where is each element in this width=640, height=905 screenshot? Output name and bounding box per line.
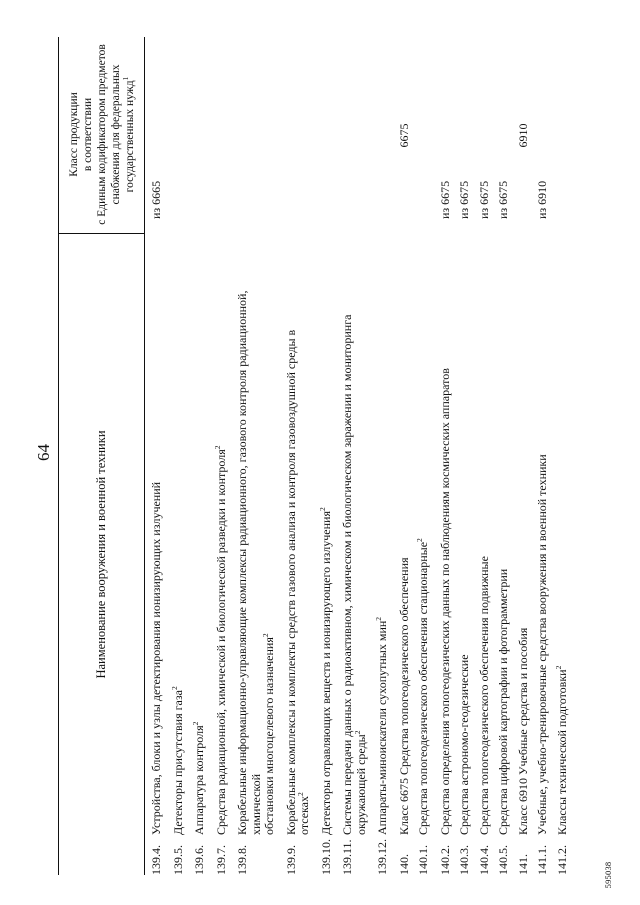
row-name-line: обстановки многоцелевого назначения$^2$ bbox=[261, 633, 276, 835]
row-name-line: Средства топогеодезического обеспечения стационарные$^2$ bbox=[415, 538, 430, 835]
row-class: из 6675 bbox=[457, 180, 471, 219]
table-row bbox=[212, 37, 229, 875]
footnote-mark: 2 bbox=[317, 507, 327, 511]
row-name-line: Класс 6675 Средства топогеодезического обеспечения bbox=[396, 557, 411, 835]
table-row bbox=[150, 37, 164, 875]
row-number: 140.4. bbox=[476, 845, 491, 875]
footnote-mark: 2 bbox=[261, 633, 270, 638]
row-name-line: Средства цифровой картографии и фотограмметрии bbox=[496, 568, 510, 835]
row-class: 6675 bbox=[396, 123, 411, 148]
row-class: из 6910 bbox=[535, 180, 549, 219]
row-name-line: Средства топогеодезического обеспечения подвижные bbox=[476, 556, 491, 835]
row-name-line: отсеках$^2$ bbox=[296, 792, 311, 835]
footnote-mark: 2 bbox=[553, 665, 563, 670]
row-number: 141.2. bbox=[554, 845, 569, 875]
row-number: 139.7. bbox=[213, 845, 228, 875]
table-body bbox=[150, 37, 575, 875]
row-name bbox=[439, 235, 453, 839]
row-name bbox=[285, 235, 312, 839]
footnote-mark: 2 bbox=[374, 616, 383, 621]
row-name bbox=[317, 235, 334, 839]
table-header-rule bbox=[144, 37, 145, 875]
header-class-line: в соответствии bbox=[82, 97, 94, 172]
table-row bbox=[439, 37, 453, 875]
header-class-line: государственных нужд$^1$ bbox=[121, 76, 136, 193]
row-number: 139.10. bbox=[318, 839, 333, 875]
row-number: 139.12. bbox=[375, 839, 389, 875]
row-name bbox=[193, 235, 207, 839]
row-name-line: окружающей среды$^2$ bbox=[352, 730, 368, 835]
table-row bbox=[497, 37, 511, 875]
table-row bbox=[398, 37, 412, 875]
page-number: 64 bbox=[34, 444, 53, 461]
table-row bbox=[517, 37, 531, 875]
table-row bbox=[376, 37, 390, 875]
row-name bbox=[236, 235, 277, 839]
row-class: из 6665 bbox=[149, 180, 163, 219]
row-number: 140.5. bbox=[496, 845, 510, 875]
footnote-mark: 2 bbox=[352, 730, 362, 735]
table-row bbox=[193, 37, 207, 875]
header-class-label bbox=[67, 44, 137, 225]
row-name-line: Средства определения топогеодезических данных по наблюдениям космических аппаратов bbox=[437, 368, 452, 835]
header-name-column bbox=[58, 234, 144, 875]
header-class-line: Класс продукции bbox=[68, 92, 80, 177]
row-number: 139.5. bbox=[170, 845, 185, 875]
row-number: 140.3. bbox=[457, 845, 471, 875]
row-number: 139.6. bbox=[192, 845, 206, 875]
row-number: 140.1. bbox=[416, 845, 430, 875]
row-name-line: Средства астрономо-геодезические bbox=[457, 654, 471, 835]
row-name-line: Средства радиационной, химической и биологической разведки и контроля$^2$ bbox=[212, 445, 228, 835]
row-name bbox=[553, 235, 570, 839]
table-row bbox=[341, 37, 368, 875]
header-class-column bbox=[60, 37, 144, 232]
table-row bbox=[458, 37, 472, 875]
table-row bbox=[236, 37, 277, 875]
row-name bbox=[150, 235, 164, 839]
row-class: из 6675 bbox=[476, 180, 491, 219]
row-name bbox=[536, 235, 550, 839]
row-name bbox=[497, 235, 511, 839]
row-name-line: Детекторы отравляющих веществ и ионизирующего излучения$^2$ bbox=[317, 507, 333, 835]
header-class-line: с Единым кодификатором предметов bbox=[96, 44, 108, 225]
row-name-line: Классы технической подготовки$^2$ bbox=[553, 665, 569, 835]
header-footnote-mark: 1 bbox=[121, 76, 131, 81]
row-number: 140. bbox=[396, 854, 411, 875]
row-name bbox=[517, 235, 531, 839]
row-name bbox=[458, 235, 472, 839]
footnote-mark: 2 bbox=[169, 686, 179, 691]
footnote-mark: 2 bbox=[191, 721, 200, 726]
row-name-line: Детекторы присутствия газа$^2$ bbox=[169, 686, 185, 835]
row-name bbox=[169, 235, 186, 839]
row-name-line: Класс 6910 Учебные средства и пособия bbox=[515, 627, 530, 835]
row-class: из 6675 bbox=[437, 180, 452, 219]
table-row bbox=[553, 37, 570, 875]
header-class-line: снабжения для федеральных bbox=[110, 64, 122, 205]
row-number: 140.2. bbox=[437, 845, 452, 875]
row-name bbox=[398, 235, 412, 839]
table-row bbox=[478, 37, 492, 875]
row-name bbox=[376, 235, 390, 839]
row-name bbox=[212, 235, 229, 839]
table-row bbox=[285, 37, 312, 875]
row-name-line: Устройства, блоки и узлы детектирования ионизирующих излучений bbox=[149, 481, 163, 835]
row-name-line: Корабельные информационно-управляющие комплексы радиационного, газового контроля радиационной, химической bbox=[235, 290, 263, 835]
row-number: 141. bbox=[515, 854, 530, 875]
table-row bbox=[536, 37, 550, 875]
row-number: 139.9. bbox=[283, 845, 298, 875]
equipment-table bbox=[58, 37, 578, 875]
row-name-line: Корабельные комплексы и комплекты средств газового анализа и контроля газовоздушной среды в bbox=[283, 329, 298, 835]
table-row bbox=[317, 37, 334, 875]
document-code: 595038 bbox=[603, 861, 613, 889]
row-number: 141.1. bbox=[535, 845, 549, 875]
table-row bbox=[169, 37, 186, 875]
row-name bbox=[478, 235, 492, 839]
row-name-line: Аппаратура контроля$^2$ bbox=[191, 721, 206, 835]
row-name bbox=[341, 235, 368, 839]
row-number: 139.4. bbox=[149, 845, 163, 875]
row-name-line: Аппараты-миноискатели сухопутных мин$^2$ bbox=[374, 616, 389, 835]
row-class: из 6675 bbox=[496, 180, 510, 219]
header-name-label: Наименование вооружения и военной техники bbox=[93, 430, 108, 679]
row-number: 139.11. bbox=[340, 839, 354, 875]
footnote-mark: 2 bbox=[415, 538, 424, 542]
footnote-mark: 2 bbox=[296, 792, 305, 796]
row-number: 139.8. bbox=[235, 845, 249, 875]
footnote-mark: 2 bbox=[212, 445, 222, 450]
table-row bbox=[417, 37, 431, 875]
row-class: 6910 bbox=[515, 123, 530, 148]
row-name-line: Учебные, учебно-тренировочные средства вооружения и военной техники bbox=[535, 454, 549, 835]
row-name bbox=[417, 235, 431, 839]
row-name-line: Системы передачи данных о радиоактивном, химическом и биологическом заражении и мониторинга bbox=[340, 314, 354, 835]
